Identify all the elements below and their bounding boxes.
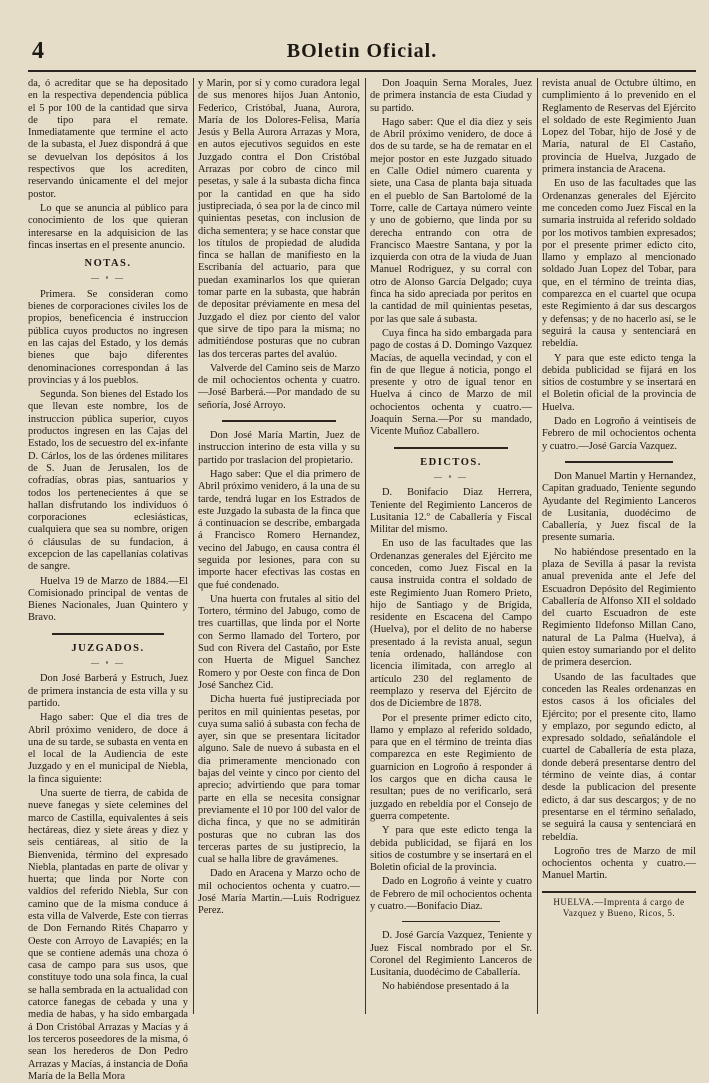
paragraph: D. José García Vazquez, Teniente y Juez Fiscal nombrado por el Sr. Coronel del Regimiento Lanceros de Lusitania, duodécimo de Caballería.: [370, 930, 532, 979]
paragraph: Hago saber: Que el dia primero de Abril próximo venidero, á la una de su tarde, tendrá lugar en los Estrados de este Juzgado la subasta de la finca que á continuacion se describe, embargada á Francisco Romero Hernandez, vecino del Jabugo, en causa contra él seguida por lesiones, para con su importe hacer efectivas las costas en que fué condenado.: [198, 468, 360, 591]
paragraph: Dado en Logroño á veinte y cuatro de Febrero de mil ochocientos ochenta y cuatro.—Bonifacio Diaz.: [370, 876, 532, 912]
column-2: [198, 78, 360, 1014]
paragraph: Por el presente primer edicto cito, llamo y emplazo al referido soldado, para que en el término de treinta dias comparezca en este Regimiento de guarnicion en Logroño á responder á los cargos que en dicha causa le resultan; pues de no verificarlo, será juzgado en rebeldía por el Consejo de guerra competente.: [370, 712, 532, 822]
separator: [222, 420, 335, 422]
page-header: [28, 36, 696, 72]
paragraph: Primera. Se consideran como bienes de corporaciones civiles los de propios, beneficencia é instruccion pública cuyos productos no ingresen en las cajas del Estado, y los demás bienes que bajo diferentes denominaciones correspondan á las provincias y á los pueblos.: [28, 288, 188, 386]
paragraph: Dado en Aracena y Marzo ocho de mil ochocientos ochenta y cuatro.—José María Martin.—Luis Rodriguez Perez.: [198, 868, 360, 917]
paragraph: D. Bonifacio Diaz Herrera, Teniente del Regimiento Lanceros de Lusitania 12.º de Caballería y Fiscal Militar del mismo.: [370, 487, 532, 536]
masthead-title: BOletin Oficial.: [286, 40, 438, 62]
page-number: 4: [32, 38, 44, 64]
imprint: [542, 897, 696, 919]
paragraph: y Marin, por sí y como curadora legal de sus menores hijos Juan Antonio, Federico, Cristóbal, Juana, Aurora, María de los Dolores-Felisa, María Jesús y Bella Aurora Arrazas y Mora, en autos ejecutivos seguidos en este Juzgado contra el Don Cristóbal Arrazas por cobro de cinco mil pesetas, y sale á la subasta dicha finca por la cantidad en que ha sido justipreciada, ó sea por la de cinco mil quinientas pesetas, con inclusion de dicha sementera; y se hace constar que los títulos de propiedad de aludida finca se hallan de manifiesto en la Escribanía del actuario, para que puedan examinarlos los que quieran tomar parte en la subasta, que habrán de depositar préviamente en mesa del Juzgado el diez por ciento del valor que sirve de tipo para la misma; no admitiéndose posturas que no cubran las dos terceras partes del avalúo.: [198, 78, 360, 360]
separator: [402, 921, 499, 922]
paragraph: Logroño tres de Marzo de mil ochocientos ochenta y cuatro.—Manuel Martin.: [542, 845, 696, 882]
paragraph: Usando de las facultades que conceden las Reales ordenanzas en estos casos á los oficiales del Ejército; por el presente cito, llamo y emplazo, por segundo edicto, al expresado soldado, señalándole el cuartel de Caballería de esta plaza, donde deberá presentarse dentro del término de veinte dias, á contar desde la publicacion del presente edicto, á dar sus descargos; y de no presentarse en el término señalado, se seguirá la causa y sentenciará en rebeldía.: [542, 671, 696, 843]
paragraph: Cuya finca ha sido embargada para pago de costas á D. Domingo Vazquez Macías, de aquella vecindad, y con el fin de que llegue á noticia, pongo el presente y otro de igual tenor en Huelva á cinco de Marzo de mil ochocientos ochenta y cuatro.—Joaquin Serna.—Por su mandado, Vicente Muñoz Caballero.: [370, 327, 532, 438]
paragraph: Hago saber: Que el dia diez y seis de Abril próximo venidero, de doce á dos de su tarde, se ha de rematar en el mejor postor en este Juzgado situado en Calle Odiel número cuarenta y siete, una Casa de planta baja situada en el pueblo de San Bartolomé de la Torre, calle de Cartaya número veinte y uno de gobierno, que linda por su derecha entrando con otra de Francisco Maestre Santana, y por la izquierda con otra de la viuda de Juan Manuel Rodriguez, y su corral con otro de Alonso García Delgado; cuya finca ha sido apreciada por peritos en la cantidad de mil quinientas pesetas, por las que sale á subasta.: [370, 116, 532, 325]
section-title-juzgados: JUZGADOS.: [71, 642, 145, 654]
paragraph: Y para que este edicto tenga la debida publicidad se fijará en los sitios de costumbre y se insertará en el Boletin oficial de la provincia de Huelva.: [542, 352, 696, 413]
separator: [565, 461, 673, 463]
paragraph: Valverde del Camino seis de Marzo de mil ochocientos ochenta y cuatro.—José Barberá.—Por mandado de su señoría, José Arroyo.: [198, 362, 360, 411]
paragraph: Huelva 19 de Marzo de 1884.—El Comisionado principal de ventas de Bienes Nacionales, Juan Quintero y Bravo.: [28, 575, 188, 624]
imprint-line: Vazquez y Bueno, Ricos, 5.: [562, 907, 676, 918]
paragraph: Don Joaquin Serna Morales, Juez de primera instancia de esta Ciudad y su partido.: [370, 78, 532, 114]
paragraph: da, ó acreditar que se ha depositado en la respectiva dependencia pública el 5 por 100 de la cantidad que sirva de tipo para el remate. Inmediatamente que termine el acto de la subasta, el Juez dispondrá á que se devuelvan los depósitos á los respectivos que los acrediten, reservando únicamente el del mejor postor.: [28, 78, 188, 200]
imprint-rule: [542, 891, 696, 893]
section-title-edictos: EDICTOS.: [420, 456, 482, 468]
paragraph: Y para que este edicto tenga la debida publicidad, se fijará en los sitios de costumbre y se insertará en el Boletin oficial de la provincia.: [370, 825, 532, 874]
paragraph: Segunda. Son bienes del Estado los que llevan este nombre, los de instruccion pública superior, cuyos productos ingresen en las Cajas del Estado, los de secuestro del ex-infante D. Cárlos, los de las órdenes militares de S. Juan de Jerusalen, los de cofradías, obras pias, santuarios y todos los pertenecientes á que se hallan disfrutando los individuos ó corporaciones eclesiásticas, cualquiera que sea su nombre, origen ó cláusulas de su fundacion, á excepcion de las capellanías colativas de sangre.: [28, 389, 188, 573]
separator: [52, 633, 164, 635]
ornament: — ∘ —: [91, 273, 125, 283]
paragraph: Una suerte de tierra, de cabida de nueve fanegas y siete celemines del marco de Castilla, equivalentes á seis hectáreas, diez y siete áreas y diez y seis centiáreas, al sitio de la Bienvenida, término del expresado Niebla, plantadas en parte de olivar y huerta; que linda por Norte con valdíos del referido Niebla, Sur con camino que de la misma conduce á esta villa de Valverde, Este con tierras de Don Fernando Rités Chaparro y Oeste con Arroyo de Lavapiés; en la que se contiene además una choza ó casa de campo para sus usos, que constituye todo una sola finca, la cual se halla sembrada en la actualidad con catorce fanegas de cebada y una y media de habas, y ha sido embargada á Don Cristóbal Arrazas y Macías y á los terceros poseedores de la misma, ó sean los herederos de Don Pedro Arrazas y Macías, á instancia de Doña María de la Bella Mora: [28, 788, 188, 1082]
paragraph: En uso de las facultades que las Ordenanzas generales del Ejército me conceden como Juez Fiscal en la sumaria instruida al referido soldado por los motivos tambien expresados; por el presente primer edicto cito, llamo y emplazo al mencionado soldado Juan Lopez del Tobar, para que, en el término de treinta dias, comparezca en el cuartel que ocupa este Regimiento á dar sus descargos y defensas; y de no hacerlo así, se le seguirá la causa y sentenciará en rebeldía.: [542, 178, 696, 350]
column-rule: [537, 78, 538, 1014]
column-4: [542, 78, 696, 1014]
paragraph: En uso de las facultades que las Ordenanzas generales del Ejército me conceden, como Juez Fiscal en la causa instruida contra el soldado de este Regimiento Juan Romero Prieto, hijo de Santiago y de Brígida, residente en Escacena del Campo (Huelva), por el delito de no haberse presentado á la revista anual, segun tenía ordenado, hallándose con licencia ilimitada, con arreglo al artículo 230 del reglamento de reemplazo y reserva del Ejército de dos de Diciembre de 1878.: [370, 538, 532, 710]
section-title-notas: NOTAS.: [84, 258, 132, 270]
paragraph: No habiéndose presentado en la plaza de Sevilla á pasar la revista anual prevenida ante el Jefe del Escuadron Depósito del Regimiento Caballería de Alfonso XII el soldado del cuarto Escuadron de este Regimiento Ildefonso Millan Cano, natural de La Palma (Huelva), á quien estoy sumariando por el delito de primera desercion.: [542, 546, 696, 669]
ornament: — ∘ —: [434, 471, 468, 481]
column-3: [370, 78, 532, 1014]
paragraph: Don José Barberá y Estruch, Juez de primera instancia de esta villa y su partido.: [28, 673, 188, 709]
column-rule: [193, 78, 194, 1014]
paragraph: Hago saber: Que el dia tres de Abril próximo venidero, de doce á una de su tarde, se subasta en venta en el local de la Audiencia de este Juzgado y en el municipal de Niebla, la finca siguiente:: [28, 712, 188, 785]
paragraph: Dado en Logroño á veintiseis de Febrero de mil ochocientos ochenta y cuatro.—José García Vazquez.: [542, 416, 696, 452]
paragraph: Lo que se anuncia al público para conocimiento de los que quieran interesarse en la adquisicion de las fincas insertas en el presente anuncio.: [28, 202, 188, 251]
paragraph: Una huerta con frutales al sitio del Tortero, término del Jabugo, como de tres cuartillas, que linda por el Norte con Sermo llamado del Tortero, por Sud con Rivera del Castaño, por Este con Huerta de Miguel Sanchez Romero y por Oeste con finca de Don José Sanchez Cid.: [198, 593, 360, 691]
ornament: — ∘ —: [91, 658, 125, 668]
paragraph: Don José María Martin, Juez de instruccion interino de esta villa y su partido por traslacion del propietario.: [198, 430, 360, 466]
column-1: [28, 78, 188, 1082]
separator: [394, 447, 507, 449]
paragraph: No habiéndose presentado á la: [382, 981, 509, 993]
paragraph: Dicha huerta fué justipreciada por peritos en mil quinientas pesetas, por cuya suma salió á subasta con fecha de ayer, sin que se presentara licitador alguno. Sale de nuevo á subasta en el dia primeramente mencionado con bajas del veinte y cinco por ciento del aprecio; advirtiendo que para tomar parte en ella se necesita consignar previamente el 10 por 100 del valor de dicha finca, y que no se admitirán posturas que no cubran las dos terceras partes de su justiprecio, la cual se halla libre de gravámenes.: [198, 694, 360, 866]
paragraph: revista anual de Octubre último, en cumplimiento á lo prevenido en el Reglamento de Reservas del Ejército el soldado de este Regimiento Juan Lopez del Tobar, hijo de José y de María, natural de El Castaño, provincia de Huelva, Juzgado de primera instancia de Aracena.: [542, 78, 696, 176]
paragraph: Don Manuel Martin y Hernandez, Capitan graduado, Teniente segundo Ayudante del Regimiento Lanceros de Lusitania, duodécimo de Caballería, y Juez fiscal de la presente sumaria.: [542, 470, 696, 544]
column-rule: [365, 78, 366, 1014]
newspaper-columns: [28, 78, 696, 1082]
imprint-line: HUELVA.—Imprenta á cargo de: [553, 896, 685, 907]
